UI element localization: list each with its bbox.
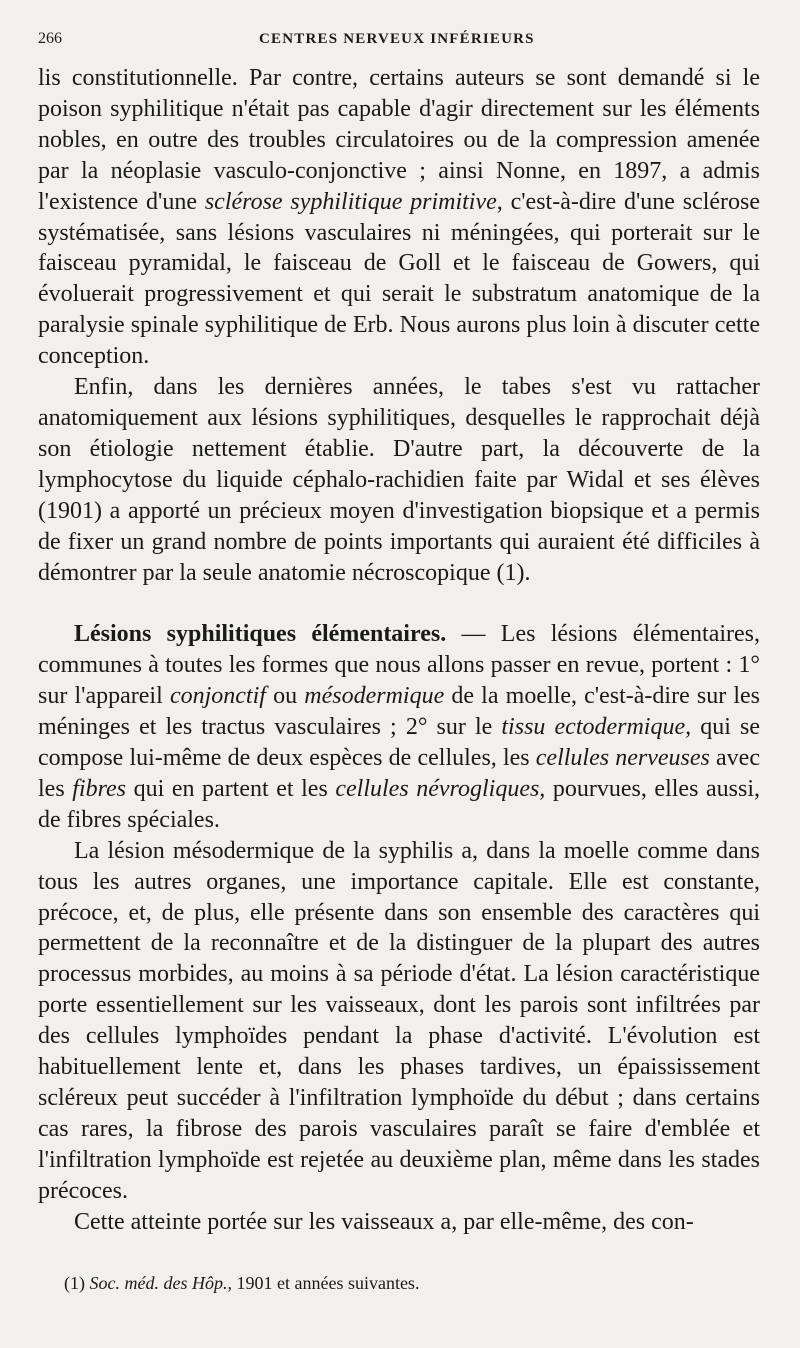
italic-term: tissu ectodermique, (501, 714, 692, 741)
p3-text: qui se compose lui-même de deux espèces de cellules, les (38, 714, 760, 772)
paragraph-1 (38, 63, 760, 372)
section-gap (38, 588, 760, 619)
section-heading: Lésions syphilitiques élémentaires. (74, 621, 447, 648)
p3-text: avec les (38, 745, 760, 802)
paragraph-5: Cette atteinte portée sur les vaisseaux a, par elle-même, des con- (74, 1208, 694, 1235)
paragraph-1-text-a: lis constitutionnelle. Par contre, certains auteurs se sont demandé si le poison syphilitique n'était pas capable d'agir directement sur les éléments nobles, en outre des troubles circulatoires ou de la compression amenée par la néoplasie vasculo-conjonctive ; ainsi Nonne, en 1897, a admis l'existence d'une (38, 65, 760, 215)
italic-term: cellules névrogliques, (335, 775, 546, 802)
italic-term: mésodermique (304, 683, 445, 710)
paragraph-3 (38, 619, 760, 835)
italic-term: conjonctif (169, 683, 266, 710)
footnote-source: Soc. méd. des Hôp. (89, 1272, 228, 1293)
paragraph-4: La lésion mésodermique de la syphilis a, dans la moelle comme dans tous les autres organes, une importance capitale. Elle est constante, précoce, et, de plus, elle présente dans son ensemble des caractères qui permettent de la reconnaître et de la distinguer de la plupart des autres processus morbides, au moins à sa période d'état. La lésion caractéristique porte essentiellement sur les vaisseaux, dont les parois sont infiltrées par des cellules lymphoïdes pendant la phase d'activité. L'évolution est habituellement lente et, dans les phases tardives, un épaississement scléreux peut succéder à l'infiltration lymphoïde du début ; dans certains cas rares, la fibrose des parois vasculaires paraît se faire d'emblée et l'infiltration lymphoïde est rejetée au deuxième plan, même dans les stades précoces. (38, 837, 760, 1204)
running-head: CENTRES NERVEUX INFÉRIEURS (259, 31, 535, 47)
p3-text: de la moelle, c'est-à-dire sur les méninges et les tractus vasculaires ; 2° sur le (38, 683, 761, 741)
p3-text: ou (265, 683, 305, 710)
page-number: 266 (38, 30, 62, 47)
footnote-text: , 1901 et années suivantes. (227, 1272, 420, 1293)
footnote (38, 1272, 760, 1294)
p3-text: qui en partent et les (126, 775, 336, 802)
page-header (38, 30, 760, 60)
footnote-marker: (1) (64, 1272, 85, 1293)
italic-term: cellules nerveuses (535, 745, 710, 772)
page-body (38, 63, 760, 1238)
italic-term: sclérose syphilitique primitive (204, 188, 497, 215)
p3-text: — Les lésions élémentaires, communes à toutes les formes que nous allons passer en revue, portent : 1° sur l'appareil (38, 621, 760, 710)
p3-text: pourvues, elles aussi, de fibres spéciales. (38, 775, 760, 833)
paragraph-1-text-b: , c'est-à-dire d'une sclérose systématisée, sans lésions vasculaires ni méningées, qui porterait sur le faisceau pyramidal, le faisceau de Goll et le faisceau de Gowers, qui évoluerait progressivement et qui serait le substratum anatomique de la paralysie spinale syphilitique de Erb. Nous aurons plus loin à discuter cette conception. (38, 188, 761, 370)
paragraph-2: Enfin, dans les dernières années, le tabes s'est vu rattacher anatomiquement aux lésions syphilitiques, desquelles le rapprochait déjà son étiologie nettement établie. D'autre part, la découverte de la lymphocytose du liquide céphalo-rachidien faite par Widal et ses élèves (1901) a apporté un précieux moyen d'investigation biopsique et a permis de fixer un grand nombre de points importants qui auraient été difficiles à démontrer par la seule anatomie nécroscopique (1). (38, 374, 760, 586)
footnote-gap (38, 1238, 760, 1272)
italic-term: fibres (72, 775, 127, 802)
